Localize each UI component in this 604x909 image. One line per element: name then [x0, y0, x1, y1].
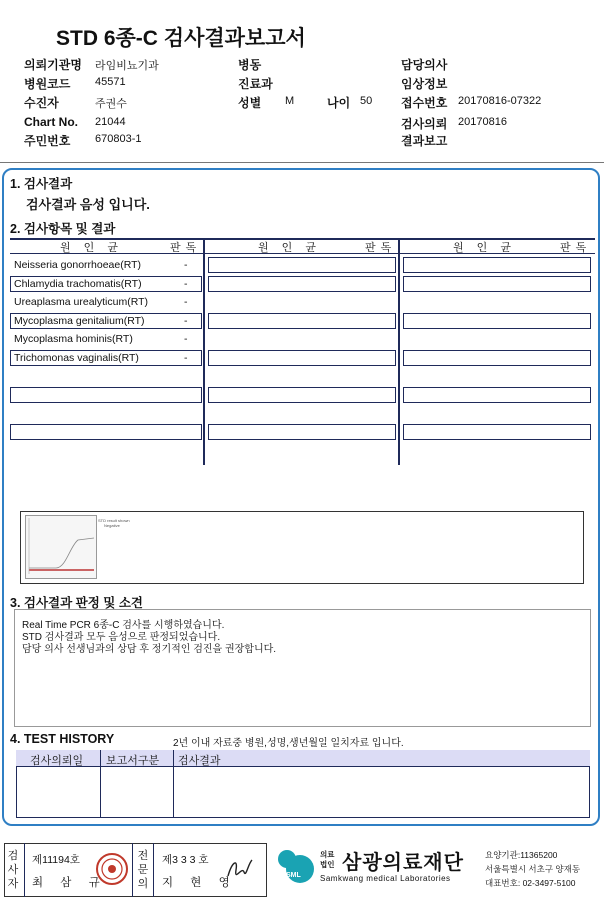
- patient-label: 수진자: [24, 96, 59, 110]
- col-header-cause-1: 원 인 균: [60, 242, 123, 254]
- sig-divider: [132, 843, 133, 897]
- col-header-cause-3: 원 인 균: [453, 242, 516, 254]
- age-label: 나이: [327, 96, 351, 110]
- empty-cell: [403, 424, 591, 440]
- history-col-report-type: 보고서구분: [106, 755, 160, 767]
- table-row: Mycoplasma hominis(RT): [14, 333, 133, 345]
- table-row: Mycoplasma genitalium(RT): [14, 315, 145, 327]
- org-phone: 대표번호: 02-3497-5100: [485, 878, 576, 888]
- row-result: -: [184, 315, 188, 327]
- empty-cell: [403, 350, 591, 366]
- sml-logo-icon: [272, 845, 318, 894]
- org-prefix-top: 의료: [320, 850, 335, 859]
- empty-cell: [208, 257, 396, 273]
- reviewer-name: 지 현 영: [162, 877, 237, 889]
- request-date-label: 검사의뢰: [401, 117, 448, 131]
- history-table-header: [16, 750, 590, 767]
- sex-label: 성별: [238, 96, 262, 110]
- age-value: 50: [360, 95, 373, 107]
- table-row: Trichomonas vaginalis(RT): [14, 352, 139, 364]
- department-label: 진료과: [238, 77, 273, 91]
- resident-no-value: 670803-1: [95, 133, 142, 145]
- sig-divider: [24, 843, 25, 897]
- history-col-result: 검사결과: [178, 755, 221, 767]
- result-summary: 검사결과 음성 입니다.: [26, 197, 150, 212]
- receipt-no-value: 20170816-07322: [458, 95, 542, 107]
- report-title: STD 6종-C 검사결과보고서: [56, 27, 306, 50]
- row-box: [10, 424, 202, 440]
- signature-icon: [222, 852, 262, 893]
- resident-no-label: 주민번호: [24, 134, 71, 148]
- seal-icon: [95, 852, 129, 891]
- column-divider-2: [398, 238, 400, 465]
- empty-cell: [403, 387, 591, 403]
- empty-cell: [208, 313, 396, 329]
- col-header-judgement-3: 판독: [560, 242, 592, 254]
- col-header-judgement-1: 판독: [170, 242, 202, 254]
- institution-value: 라임비뇨기과: [95, 60, 159, 72]
- org-name-en: Samkwang medical Laboratories: [320, 874, 451, 883]
- section4-title: 4. TEST HISTORY: [10, 732, 115, 746]
- column-divider-1: [203, 238, 205, 465]
- empty-cell: [403, 313, 591, 329]
- row-result: -: [184, 352, 188, 364]
- report-date-label: 결과보고: [401, 134, 448, 148]
- empty-cell: [403, 276, 591, 292]
- row-result: -: [184, 278, 188, 290]
- opinion-line-2: STD 검사결과 모두 음성으로 판정되었습니다.: [22, 632, 221, 643]
- patient-value: 주권수: [95, 98, 127, 110]
- receipt-no-label: 접수번호: [401, 96, 448, 110]
- reviewer-license: 제3 3 3 호: [162, 854, 209, 866]
- inspector-label: 검 사 자: [7, 850, 19, 890]
- history-col-divider-2: [173, 750, 174, 818]
- graph-legend-1: STD result shown: [98, 518, 130, 523]
- pcr-graph-thumbnail: [25, 515, 97, 579]
- empty-cell: [208, 276, 396, 292]
- history-note: 2년 이내 자료중 병원,성명,생년월일 일치자료 입니다.: [173, 738, 404, 749]
- history-col-divider-1: [100, 750, 101, 818]
- institution-number: 요양기관:11365200: [485, 850, 558, 860]
- hospital-code-value: 45571: [95, 76, 126, 88]
- chart-no-label: Chart No.: [24, 115, 78, 129]
- graph-legend-2: Negative: [104, 523, 120, 528]
- section3-title: 3. 검사결과 판정 및 소견: [10, 596, 143, 610]
- section2-title: 2. 검사항목 및 결과: [10, 222, 116, 236]
- clinical-info-label: 임상정보: [401, 77, 448, 91]
- hospital-code-label: 병원코드: [24, 77, 71, 91]
- row-result: -: [184, 333, 188, 345]
- table-row: Chlamydia trachomatis(RT): [14, 278, 142, 290]
- inspector-license: 제11194호: [32, 854, 80, 866]
- empty-cell: [403, 257, 591, 273]
- col-header-judgement-2: 판독: [365, 242, 397, 254]
- opinion-line-3: 담당 의사 선생님과의 상담 후 정기적인 검진을 권장합니다.: [22, 644, 277, 655]
- inspector-name: 최 삼 규: [32, 877, 107, 889]
- empty-cell: [208, 350, 396, 366]
- sig-divider: [153, 843, 154, 897]
- empty-cell: [208, 387, 396, 403]
- logo-text: SML: [286, 872, 301, 879]
- org-name: 삼광의료재단: [342, 852, 464, 874]
- chart-no-value: 21044: [95, 116, 126, 128]
- section1-title: 1. 검사결과: [10, 177, 73, 191]
- sex-value: M: [285, 95, 295, 107]
- org-prefix-bottom: 법인: [320, 860, 335, 869]
- pcr-curve-icon: [26, 516, 96, 578]
- table-row: Neisseria gonorrhoeae(RT): [14, 259, 142, 271]
- row-box: [10, 387, 202, 403]
- row-result: -: [184, 296, 188, 308]
- header-divider: [0, 162, 604, 163]
- doctor-label: 담당의사: [401, 58, 448, 72]
- empty-cell: [208, 424, 396, 440]
- history-col-request-date: 검사의뢰일: [30, 755, 84, 767]
- ward-label: 병동: [238, 58, 262, 72]
- reviewer-label: 전 문 의: [137, 850, 149, 890]
- row-result: -: [184, 259, 188, 271]
- institution-label: 의뢰기관명: [24, 58, 82, 72]
- request-date-value: 20170816: [458, 116, 507, 128]
- org-address: 서울특별시 서초구 양재동: [485, 864, 581, 874]
- col-header-cause-2: 원 인 균: [258, 242, 321, 254]
- table-row: Ureaplasma urealyticum(RT): [14, 296, 149, 308]
- opinion-line-1: Real Time PCR 6종-C 검사를 시행하였습니다.: [22, 620, 225, 631]
